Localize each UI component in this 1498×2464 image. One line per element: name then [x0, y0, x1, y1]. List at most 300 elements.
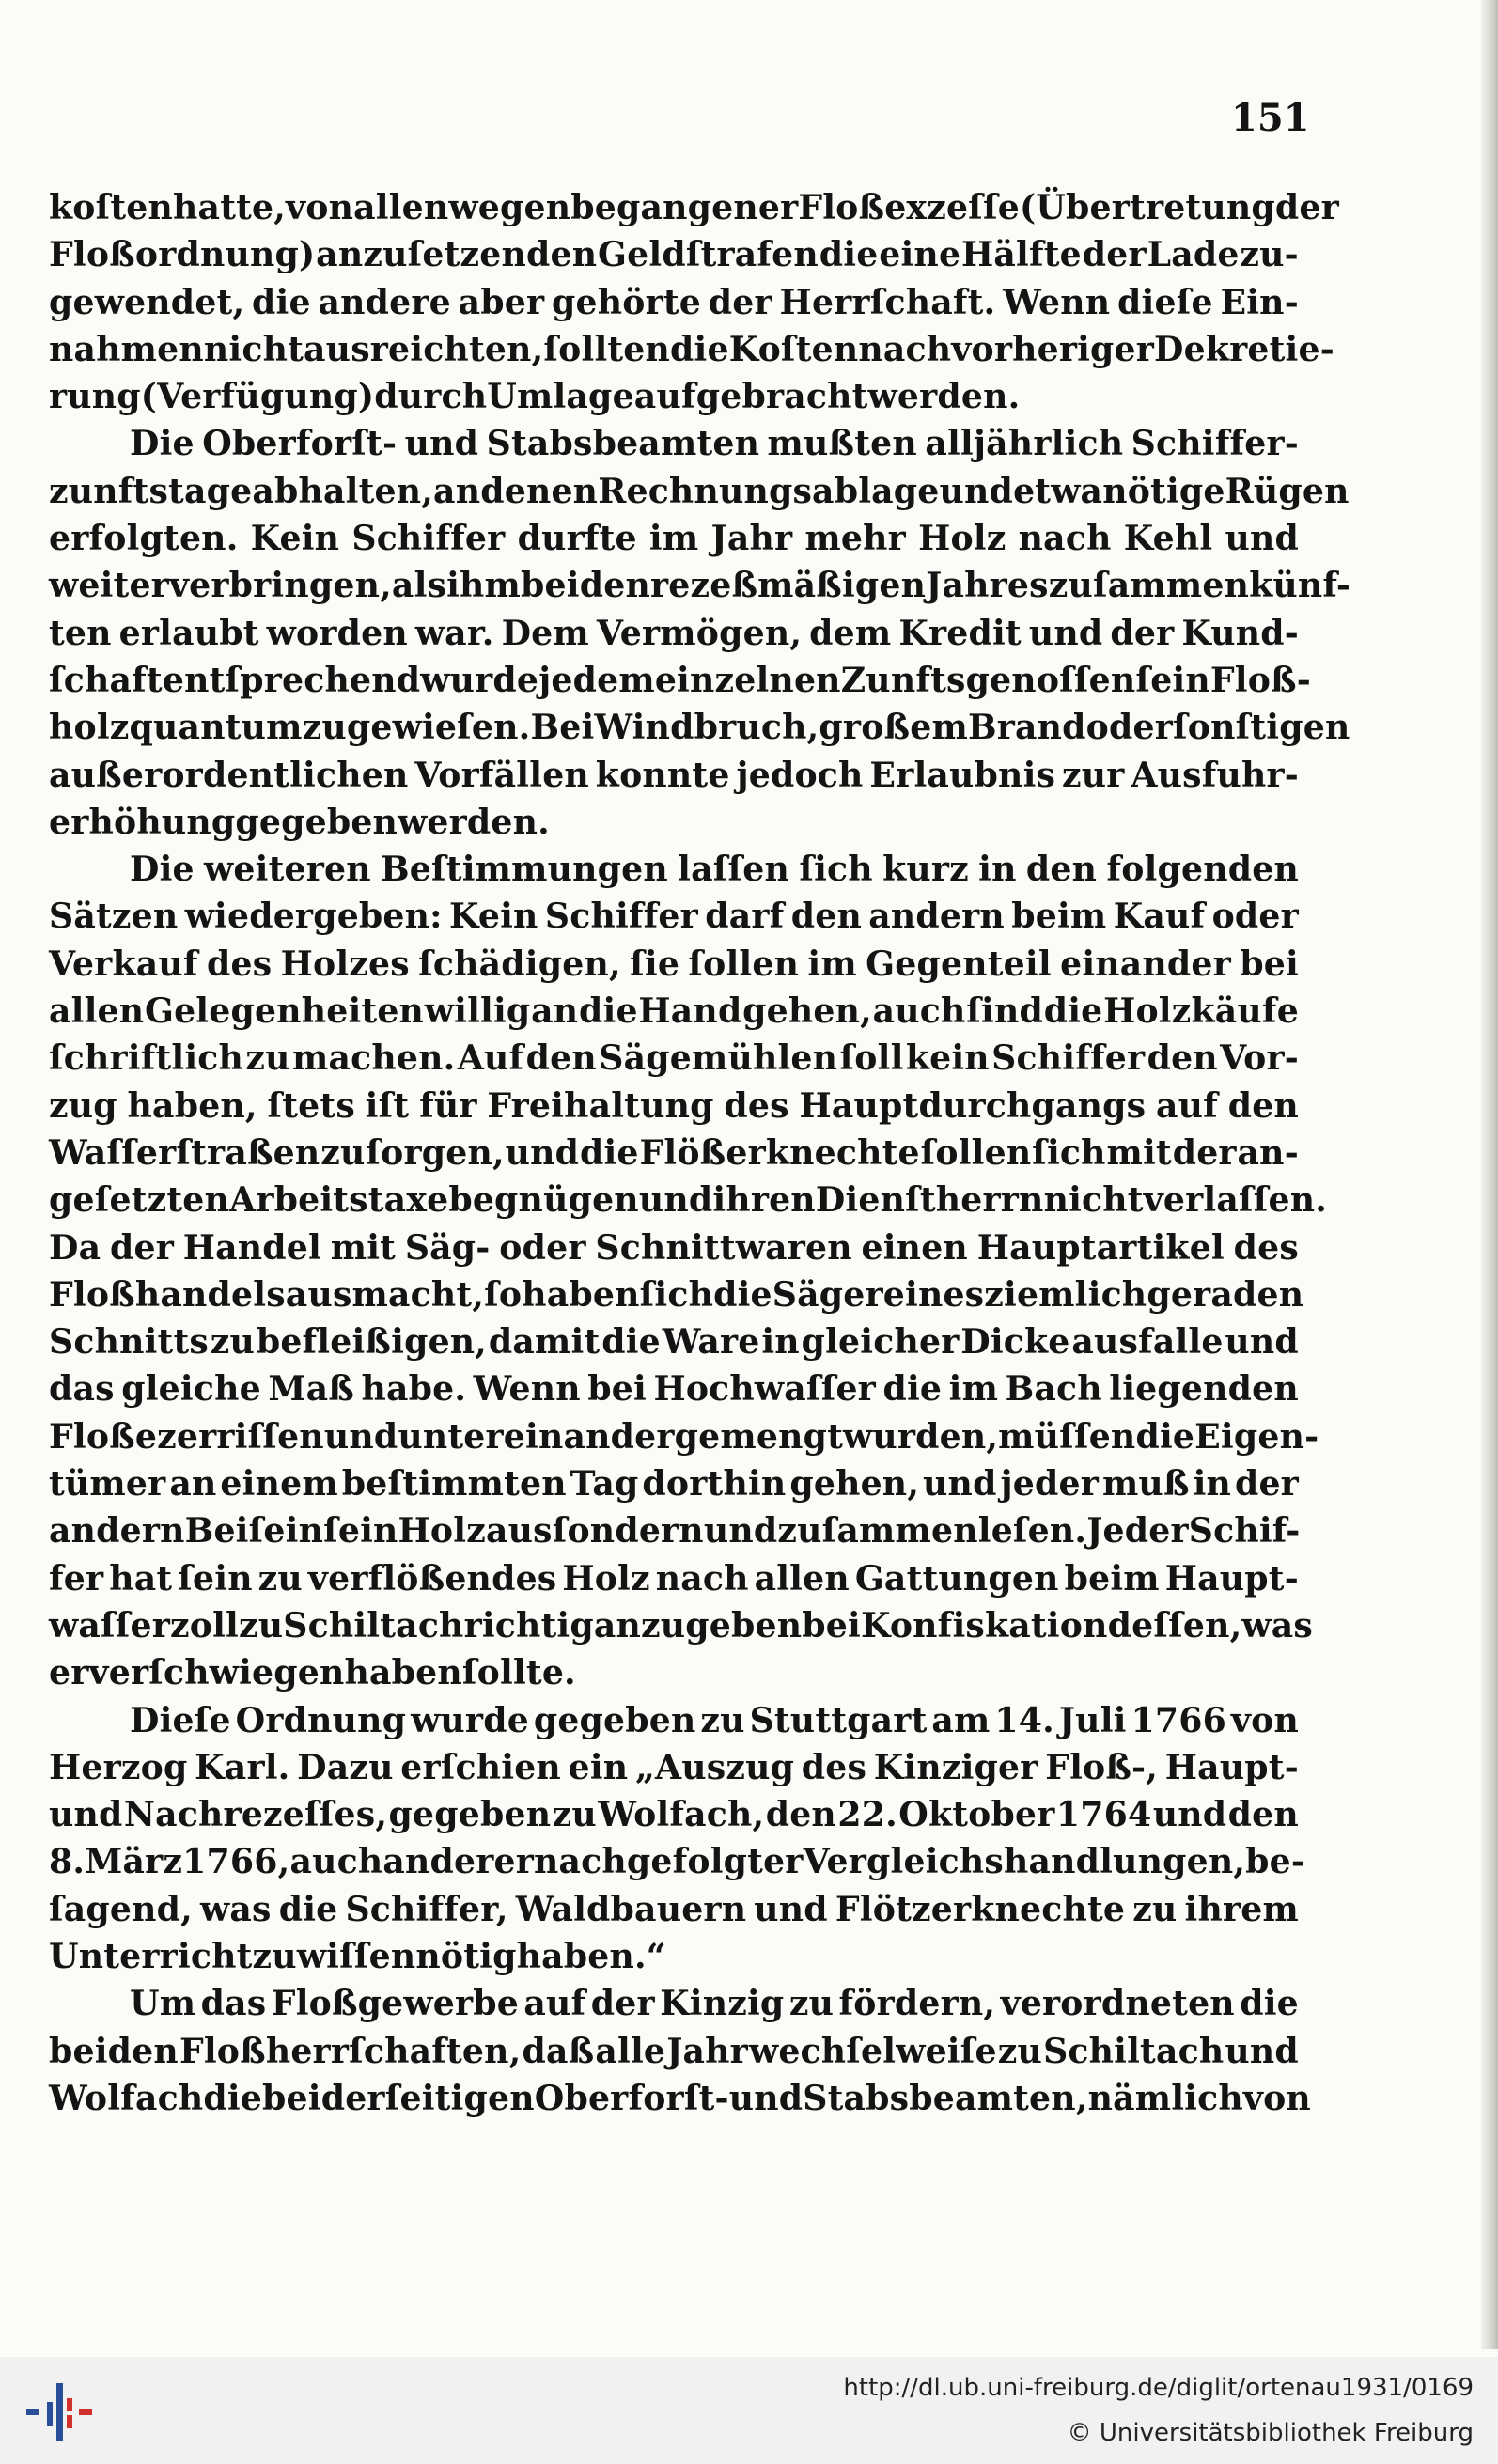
text-word: aber: [458, 281, 545, 322]
text-word: Oberforſt-: [534, 2077, 729, 2118]
text-line: [49, 1933, 1299, 1980]
text-word: Haupt-: [1164, 1746, 1299, 1787]
text-word: andern: [49, 1510, 185, 1552]
text-line: [49, 2075, 1311, 2122]
text-word: von: [286, 187, 354, 227]
text-word: zu: [700, 1699, 745, 1740]
text-word: befleißigen,: [256, 1321, 488, 1363]
text-word: Kinzig: [660, 1983, 785, 2024]
text-word: ſollte.: [461, 1652, 576, 1693]
text-word: Sägemühlen: [599, 1037, 838, 1079]
text-word: bei: [802, 1604, 861, 1645]
text-word: oder: [1085, 707, 1173, 748]
text-word: der: [1082, 234, 1147, 275]
text-line: [49, 373, 1299, 420]
footer-copyright: © Universitätsbibliothek Freiburg: [1067, 2419, 1474, 2447]
text-word: ten: [49, 612, 112, 653]
text-word: waſſerzoll: [49, 1604, 240, 1645]
text-word: Kund-: [1181, 612, 1299, 653]
text-word: Gelegenheiten: [144, 990, 425, 1032]
text-word: Stabsbeamten,: [803, 2077, 1088, 2118]
text-word: mehr: [804, 518, 906, 559]
text-word: Floß-,: [1045, 1746, 1159, 1787]
text-word: eines: [882, 1273, 985, 1315]
text-word: Hälfte: [961, 234, 1082, 275]
page-number: 151: [1231, 96, 1310, 140]
text-word: Schnitts: [49, 1321, 209, 1363]
text-word: und: [505, 1131, 580, 1173]
text-word: Beſtimmungen: [381, 849, 668, 890]
text-word: nötige: [1102, 470, 1225, 511]
text-word: bei: [521, 565, 580, 606]
text-word: der: [1274, 187, 1339, 227]
text-line: [49, 1035, 1299, 1082]
text-word: ſagend,: [49, 1888, 193, 1929]
text-word: ſind: [966, 990, 1043, 1032]
text-word: nach: [655, 1557, 749, 1598]
text-word: Hauptartikel: [976, 1226, 1225, 1268]
text-word: vorheriger: [951, 328, 1155, 369]
text-word: Beiſein: [184, 1510, 324, 1552]
text-word: Ordnung: [235, 1699, 407, 1740]
text-word: deſſen,: [1107, 1604, 1242, 1645]
text-word: 14.: [994, 1699, 1054, 1740]
text-word: erlaubt: [118, 612, 259, 653]
text-word: großem: [819, 707, 968, 748]
text-word: das: [49, 1368, 115, 1410]
text-word: die: [601, 1321, 661, 1363]
text-word: am: [931, 1699, 991, 1740]
text-word: machen.: [292, 1037, 456, 1079]
text-word: in: [1193, 1463, 1232, 1505]
text-word: wurde: [411, 1699, 529, 1740]
text-word: im: [807, 943, 857, 984]
text-word: etwa: [1013, 470, 1103, 511]
text-word: und: [923, 1463, 997, 1505]
text-word: Holzkäufe: [1103, 990, 1299, 1032]
text-word: erfolgten.: [49, 518, 239, 559]
footer-url-link[interactable]: http://dl.ub.uni-freiburg.de/diglit/ortenau1931/0169: [843, 2374, 1474, 2402]
text-word: was: [200, 1888, 272, 1929]
text-word: ihren: [712, 1179, 816, 1221]
text-word: und: [323, 1415, 398, 1457]
text-word: Dekretie-: [1154, 328, 1334, 369]
text-line: [49, 1130, 1299, 1177]
text-word: Holzes: [280, 943, 410, 984]
text-word: nicht: [203, 328, 304, 369]
text-word: rezeßmäßigen: [649, 565, 927, 606]
text-word: gehen,: [742, 990, 872, 1032]
text-word: an: [531, 990, 579, 1032]
text-word: den: [765, 1794, 836, 1835]
text-word: fördern,: [838, 1983, 996, 2024]
text-word: Jahr: [710, 518, 793, 559]
text-word: jeder: [1000, 1463, 1100, 1505]
text-word: ſoll: [839, 1037, 904, 1079]
text-line: [49, 657, 1311, 704]
text-word: verbringen,: [168, 565, 392, 606]
text-word: die: [819, 234, 879, 275]
text-word: war.: [414, 612, 494, 653]
text-word: Stabsbeamten: [486, 423, 760, 464]
text-word: Kehl: [1123, 518, 1213, 559]
text-word: zerriſſen: [157, 1415, 324, 1457]
text-word: Jahreszuſammenkünf-: [926, 565, 1351, 606]
text-word: zunftstage: [49, 470, 253, 511]
text-word: liegenden: [1109, 1368, 1299, 1410]
text-word: muß: [1101, 1463, 1190, 1505]
text-word: Windbruch,: [594, 707, 819, 748]
text-word: Brand: [967, 707, 1086, 748]
text-word: ſein: [178, 1557, 253, 1598]
text-word: ſollen: [688, 943, 800, 984]
text-word: der: [109, 1226, 174, 1268]
text-word: und: [703, 1510, 778, 1552]
text-word: Konfiskation: [860, 1604, 1108, 1645]
text-word: beſtimmten: [341, 1463, 567, 1505]
text-word: erſchien: [400, 1746, 561, 1787]
text-word: der: [1234, 1463, 1299, 1505]
text-word: gehörte: [552, 281, 702, 322]
text-word: den: [1147, 1037, 1218, 1079]
text-word: Umlage: [487, 376, 634, 417]
text-word: Herrſchaft.: [779, 281, 996, 322]
text-word: Holz: [562, 1557, 650, 1598]
text-word: dem: [809, 612, 892, 653]
text-word: die: [713, 1273, 772, 1315]
text-word: der: [1110, 612, 1175, 653]
text-word: gegeben: [533, 1699, 696, 1740]
text-word: Rügen: [1225, 470, 1350, 511]
text-word: die: [670, 328, 729, 369]
text-word: darf: [705, 896, 785, 937]
text-word: Karl.: [195, 1746, 290, 1787]
text-word: weiter: [49, 565, 169, 606]
text-word: begnügen: [448, 1179, 639, 1221]
text-word: beiderſeitigen: [262, 2077, 535, 2118]
text-word: Haupt-: [1164, 1557, 1299, 1598]
text-word: andern: [868, 896, 1005, 937]
ub-freiburg-logo-graphic: [21, 2378, 105, 2445]
text-word: Geldſtrafen: [598, 234, 819, 275]
text-word: zu: [552, 1794, 597, 1835]
text-word: ſich: [799, 849, 873, 890]
text-word: den: [1227, 1084, 1299, 1126]
text-word: alljährlich: [925, 423, 1124, 464]
text-word: und: [754, 1888, 828, 1929]
text-word: Kauf: [1113, 896, 1206, 937]
text-line: [49, 704, 1350, 751]
text-word: fer: [49, 1557, 104, 1598]
text-word: ausſondern: [485, 1510, 704, 1552]
text-word: des: [206, 943, 273, 984]
text-line: [49, 279, 1299, 326]
text-word: und: [1152, 1794, 1227, 1835]
text-word: ein: [568, 1746, 629, 1787]
text-word: Stuttgart: [749, 1699, 928, 1740]
text-word: aufgebracht: [633, 376, 868, 417]
text-word: Wenn: [1003, 281, 1111, 322]
text-word: zu: [997, 2030, 1043, 2071]
text-word: ausfalle: [1071, 1321, 1224, 1363]
text-word: Floß-: [1209, 659, 1311, 700]
text-word: Eigen-: [1194, 1415, 1319, 1457]
text-word: bei: [1240, 943, 1299, 984]
text-word: Vergleichshandlungen,: [803, 1841, 1246, 1882]
text-word: kein: [905, 1037, 990, 1079]
text-word: allen: [49, 990, 145, 1032]
text-word: gehen,: [789, 1463, 920, 1505]
text-word: konnte: [595, 754, 730, 795]
text-word: ausmacht,: [285, 1273, 485, 1315]
text-word: auf: [523, 1983, 586, 2024]
text-word: ſein: [323, 1510, 398, 1552]
text-word: an: [433, 470, 481, 511]
text-word: als: [391, 565, 447, 606]
text-word: gleicher: [801, 1321, 960, 1363]
text-word: und: [49, 1794, 123, 1835]
text-word: an-: [1237, 1131, 1299, 1173]
text-word: Die: [130, 849, 195, 890]
text-word: Vermögen,: [596, 612, 803, 653]
text-word: Verkauf: [49, 943, 198, 984]
text-word: nahmen: [49, 328, 204, 369]
text-word: Schiffer-: [1131, 423, 1299, 464]
text-line: [49, 1838, 1306, 1885]
text-word: ſollen: [920, 1131, 1032, 1173]
text-word: jedem: [538, 659, 655, 700]
text-word: Sätzen: [49, 896, 179, 937]
text-word: Vor-: [1220, 1037, 1299, 1079]
text-word: der: [708, 281, 772, 322]
text-word: die: [278, 1888, 338, 1929]
text-word: Oktober: [898, 1794, 1055, 1835]
text-word: Holz: [398, 1510, 486, 1552]
text-word: haben: [522, 1273, 640, 1315]
text-word: Auf: [457, 1037, 524, 1079]
text-word: die: [579, 990, 638, 1032]
text-word: Waldbauern: [515, 1888, 747, 1929]
text-word: verflößendes: [307, 1557, 557, 1598]
text-word: ihm: [446, 565, 522, 606]
text-word: durch: [374, 376, 488, 417]
text-word: werden.: [867, 376, 1021, 417]
text-word: Herzog: [49, 1746, 188, 1787]
text-word: im: [648, 518, 699, 559]
text-line: [49, 420, 1299, 467]
text-word: die: [1043, 990, 1103, 1032]
text-word: Erlaubnis: [869, 754, 1056, 795]
text-word: geraden: [1147, 1273, 1304, 1315]
text-line: [49, 1649, 1299, 1696]
text-word: und: [1028, 612, 1103, 653]
text-word: im: [948, 1368, 999, 1410]
text-word: „Auszug: [634, 1746, 795, 1787]
text-word: zu: [210, 1321, 256, 1363]
text-word: in: [978, 849, 1017, 890]
text-word: ſo: [484, 1273, 523, 1315]
text-word: gegeben: [235, 801, 398, 842]
text-word: Schnittwaren: [595, 1226, 852, 1268]
text-word: haben.“: [516, 1935, 666, 1976]
text-word: Schiltach: [283, 1604, 464, 1645]
text-word: und: [1225, 1321, 1299, 1363]
text-word: andere: [318, 281, 451, 322]
text-word: die: [252, 281, 311, 322]
text-word: auch: [289, 1841, 383, 1882]
ub-freiburg-logo-icon[interactable]: [21, 2378, 105, 2445]
text-line: [49, 1177, 1328, 1224]
text-line: [49, 515, 1299, 562]
text-word: Kredit: [898, 612, 1022, 653]
text-word: verlaſſen.: [1143, 1179, 1328, 1221]
text-word: Dieſe: [130, 1699, 231, 1740]
text-word: untereinander: [398, 1415, 675, 1457]
text-word: Dem: [501, 612, 589, 653]
text-line: [49, 562, 1351, 609]
text-word: zu-: [1240, 234, 1299, 275]
text-line: [49, 1744, 1299, 1791]
text-word: Jahr: [666, 2030, 748, 2071]
text-word: hat: [109, 1557, 173, 1598]
text-word: wiſſen: [296, 1935, 416, 1976]
text-word: nämlich: [1087, 2077, 1243, 2118]
text-word: Floßhandels: [49, 1273, 286, 1315]
text-word: beim: [1064, 1557, 1160, 1598]
text-line: [49, 184, 1339, 231]
text-word: abhalten,: [252, 470, 434, 511]
text-word: die: [579, 1131, 639, 1173]
text-word: mit: [330, 1226, 397, 1268]
text-line: [49, 1318, 1299, 1365]
text-line: [49, 941, 1299, 988]
text-word: den: [1227, 1794, 1299, 1835]
text-word: ſich: [1032, 1131, 1106, 1173]
text-word: einem: [220, 1463, 338, 1505]
text-word: Wolfach: [49, 2077, 204, 2118]
text-word: be-: [1245, 1841, 1306, 1882]
text-word: ausreichten,: [304, 328, 544, 369]
text-word: des: [724, 1084, 789, 1126]
text-word: habe.: [361, 1368, 467, 1410]
text-word: beiden: [49, 2030, 179, 2071]
text-word: Gattungen: [854, 1557, 1059, 1598]
body-text: [49, 184, 1351, 2122]
text-word: begangener: [570, 187, 799, 227]
text-word: nötig: [415, 1935, 517, 1976]
text-word: von: [1242, 2077, 1311, 2118]
text-word: zu: [245, 1037, 290, 1079]
text-word: Flößerknechte: [639, 1131, 920, 1173]
text-word: Kein: [250, 518, 340, 559]
text-line: [49, 988, 1299, 1035]
text-word: verordneten: [1000, 1983, 1235, 2024]
text-line: [49, 1507, 1299, 1554]
text-word: 1764: [1055, 1794, 1152, 1835]
text-word: die: [1135, 1415, 1195, 1457]
text-word: Da: [49, 1226, 101, 1268]
text-word: Zunftsgenoſſen: [840, 659, 1136, 700]
text-line: [49, 1697, 1299, 1744]
text-word: 22.: [837, 1794, 897, 1835]
text-word: 1766,: [182, 1841, 290, 1882]
text-word: Schiffer: [544, 896, 698, 937]
text-line: [49, 799, 1299, 846]
text-word: nicht: [1043, 1179, 1144, 1221]
text-word: nach: [858, 328, 952, 369]
text-word: ſchriftlich: [49, 1037, 244, 1079]
text-word: Die: [130, 423, 195, 464]
text-word: tümer: [49, 1463, 166, 1505]
text-word: dorthin: [642, 1463, 787, 1505]
text-word: Wenn: [473, 1368, 581, 1410]
text-word: wiedergeben:: [184, 896, 443, 937]
text-word: den: [790, 896, 862, 937]
text-word: anderer: [382, 1841, 534, 1882]
text-word: Oberforſt-: [202, 423, 398, 464]
text-word: ſonſtigen: [1173, 707, 1350, 748]
text-word: Kein: [449, 896, 538, 937]
text-line: [49, 326, 1334, 373]
text-word: Gegenteil: [866, 943, 1052, 984]
text-word: damit: [488, 1321, 601, 1363]
text-word: der: [590, 1983, 655, 2024]
text-word: iſt: [365, 1084, 410, 1126]
text-word: müſſen: [998, 1415, 1136, 1457]
text-word: Schiffer: [351, 518, 506, 559]
text-word: Schiffer,: [345, 1888, 508, 1929]
text-word: was: [1241, 1604, 1313, 1645]
text-line: [49, 1271, 1304, 1318]
text-word: Nachrezeſſes,: [123, 1794, 388, 1835]
text-word: die: [882, 1368, 943, 1410]
text-word: ſchaft: [49, 659, 163, 700]
text-word: Handel: [182, 1226, 321, 1268]
text-word: dieſe: [1117, 281, 1213, 322]
text-word: holzquantum: [49, 707, 303, 748]
text-word: Ware: [662, 1321, 760, 1363]
text-word: ihrem: [1184, 1888, 1299, 1929]
text-word: werden.: [398, 801, 550, 842]
text-word: und: [728, 2077, 804, 2118]
text-word: ſollten: [543, 328, 671, 369]
text-word: willig: [424, 990, 531, 1032]
text-word: worden: [266, 612, 408, 653]
text-word: die: [203, 2077, 263, 2118]
text-word: Rechnungsablage: [598, 470, 940, 511]
text-word: ſchädigen,: [418, 943, 621, 984]
text-word: zu: [1132, 1888, 1178, 1929]
text-word: zu: [257, 1557, 303, 1598]
text-word: zugewieſen.: [302, 707, 531, 748]
text-word: Vorfällen: [414, 754, 589, 795]
text-word: gleiche: [121, 1368, 261, 1410]
text-word: bei: [587, 1368, 647, 1410]
text-word: zu: [320, 1131, 366, 1173]
text-word: wechſelweiſe: [748, 2030, 997, 2071]
text-word: zu: [239, 1604, 284, 1645]
text-word: in: [761, 1321, 800, 1363]
text-word: ziemlich: [984, 1273, 1147, 1315]
text-word: wurden,: [843, 1415, 999, 1457]
text-word: allen: [754, 1557, 850, 1598]
text-line: [49, 2028, 1299, 2075]
text-line: [49, 752, 1299, 799]
text-word: ſein: [1135, 659, 1210, 700]
text-word: entſprechend: [162, 659, 421, 700]
text-word: Unterricht: [49, 1935, 253, 1976]
text-word: zuſammenleſen.: [777, 1510, 1087, 1552]
